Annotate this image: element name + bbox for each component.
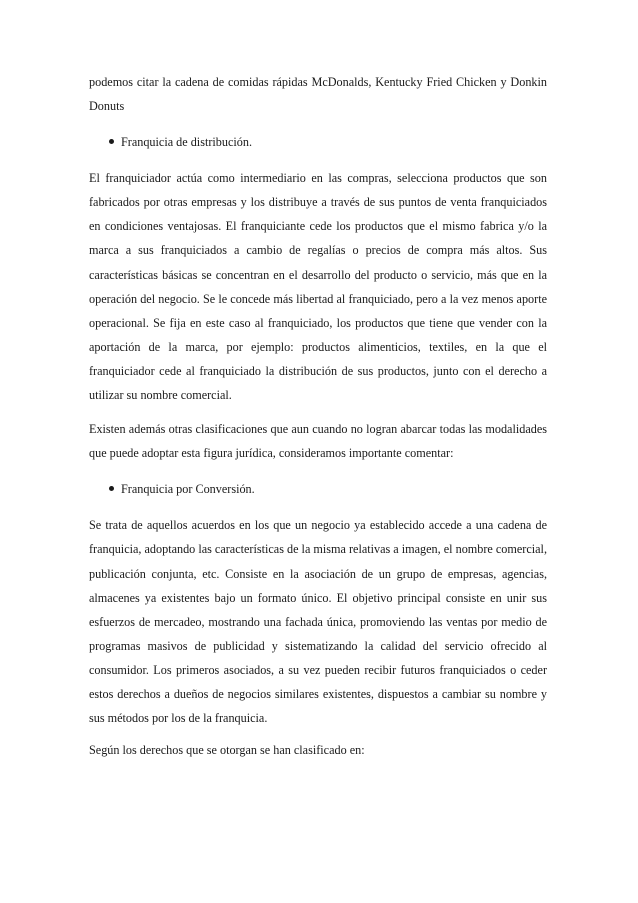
bullet-dot-icon xyxy=(109,139,114,144)
document-body xyxy=(89,70,547,762)
bullet-text: Franquicia por Conversión. xyxy=(121,482,255,497)
bullet-dot-icon xyxy=(109,486,114,491)
bullet-text: Franquicia de distribución. xyxy=(121,135,252,150)
paragraph-intro: podemos citar la cadena de comidas rápidas McDonalds, Kentucky Fried Chicken y Donkin Donuts xyxy=(89,75,547,114)
bullet-item-distribucion xyxy=(89,130,547,154)
paragraph-distribucion: El franquiciador actúa como intermediario en las compras, selecciona productos que son fabricados por otras empresas y los distribuye a través de sus puntos de venta franquiciados en condiciones ventajosas. El franquiciante cede los productos que el mismo fabrica y/o la marca a sus franquiciados a cambio de regalías o precios de compra más altos. Sus características básicas se concentran en el desarrollo del producto o servicio, más que en la operación del negocio. Se le concede más libertad al franquiciado, pero a la vez menos aporte operacional. Se fija en este caso al franquiciado, los productos que tiene que vender con la aportación de la marca, por ejemplo: productos alimenticios, textiles, en la que el franquiciador cede al franquiciado la distribución de sus productos, junto con el derecho a utilizar su nombre comercial. xyxy=(89,171,547,403)
bullet-item-conversion xyxy=(89,477,547,501)
paragraph-derechos: Según los derechos que se otorgan se han clasificado en: xyxy=(89,743,365,758)
paragraph-conversion: Se trata de aquellos acuerdos en los que un negocio ya establecido accede a una cadena de franquicia, adoptando las características de la misma relativas a imagen, el nombre comercial, publicación conjunta, etc. Consiste en la asociación de un grupo de empresas, agencias, almacenes ya existentes bajo un formato único. El objetivo principal consiste en unir sus esfuerzos de mercadeo, mostrando una fachada única, promoviendo las ventas por medio de programas masivos de publicidad y sistematizando la calidad del servicio ofrecido al consumidor. Los primeros asociados, a su vez pueden recibir futuros franquiciados o ceder estos derechos a dueños de negocios similares existentes, dispuestos a cambiar su nombre y sus métodos por los de la franquicia. xyxy=(89,518,547,726)
paragraph-otras-clasificaciones: Existen además otras clasificaciones que aun cuando no logran abarcar todas las modalidades que puede adoptar esta figura jurídica, consideramos importante comentar: xyxy=(89,422,547,461)
